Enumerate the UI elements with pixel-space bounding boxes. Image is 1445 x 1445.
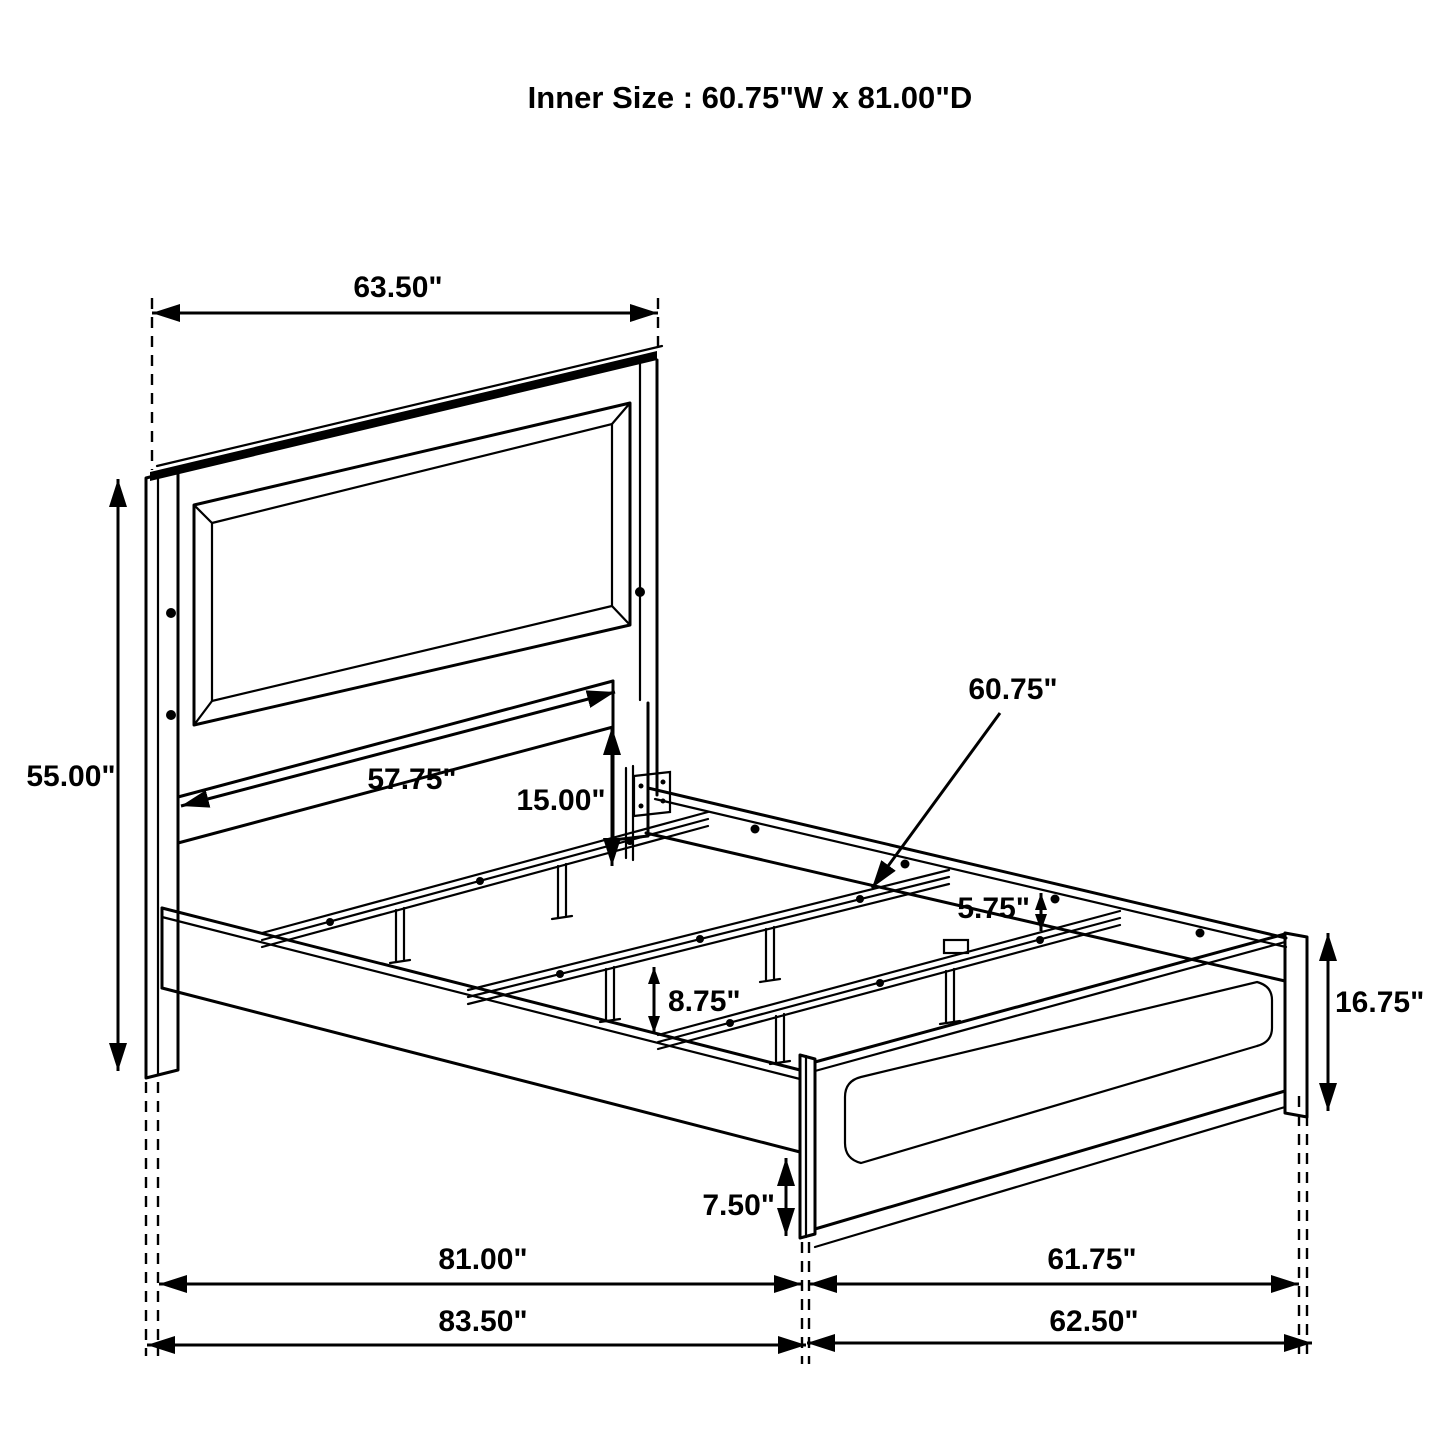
dim-headboard-inner-width: 57.75" [367, 763, 457, 796]
bolt-dot [635, 587, 645, 597]
bracket-screw [639, 784, 644, 789]
footboard-base-line [815, 1107, 1285, 1247]
mounting-bracket-plate [634, 772, 670, 816]
headboard-top-back-edge [157, 346, 662, 466]
dim-footboard-height: 16.75" [1335, 986, 1425, 1019]
bracket-screw [639, 804, 644, 809]
footboard-top-edge [815, 934, 1285, 1062]
dim-headboard-clearance: 15.00" [516, 784, 606, 817]
bracket-screw [661, 780, 666, 785]
dim-outer-depth: 83.50" [438, 1305, 528, 1338]
footboard [800, 933, 1307, 1247]
dimension-annotations [26, 271, 1424, 1345]
bolt-dot [166, 608, 176, 618]
rail-bolt-dot [751, 825, 760, 834]
dim-slat-clearance: 8.75" [668, 985, 741, 1018]
footboard-right-post [1285, 933, 1307, 1117]
footboard-left-post [800, 1055, 815, 1238]
dim-under-bed-clearance: 7.50" [702, 1189, 775, 1222]
page-title: Inner Size : 60.75"W x 81.00"D [527, 80, 973, 115]
bed-frame-drawing [146, 346, 1307, 1247]
slat-rail-1 [262, 812, 708, 963]
dim-slat-span: 60.75" [968, 673, 1058, 706]
dim-inner-depth: 81.00" [438, 1243, 528, 1276]
dim-headboard-height: 55.00" [26, 760, 116, 793]
bolt-dot [166, 710, 176, 720]
footboard-top-inner-line [815, 942, 1285, 1071]
rail-bolt-dot [1051, 895, 1060, 904]
headboard-panel-inner [212, 424, 612, 701]
dim-headboard-width: 63.50" [353, 271, 443, 304]
footboard-bottom-edge [815, 1091, 1285, 1229]
headboard-right-post [613, 681, 648, 840]
dim-footboard-inner-width: 61.75" [1047, 1243, 1137, 1276]
footboard-inset-panel [845, 982, 1272, 1163]
dim-footboard-outer-width: 62.50" [1049, 1305, 1139, 1338]
rail-bolt-dot [1196, 929, 1205, 938]
dim-rail-drop: 5.75" [957, 892, 1030, 925]
rail-bolt-dot [901, 860, 910, 869]
